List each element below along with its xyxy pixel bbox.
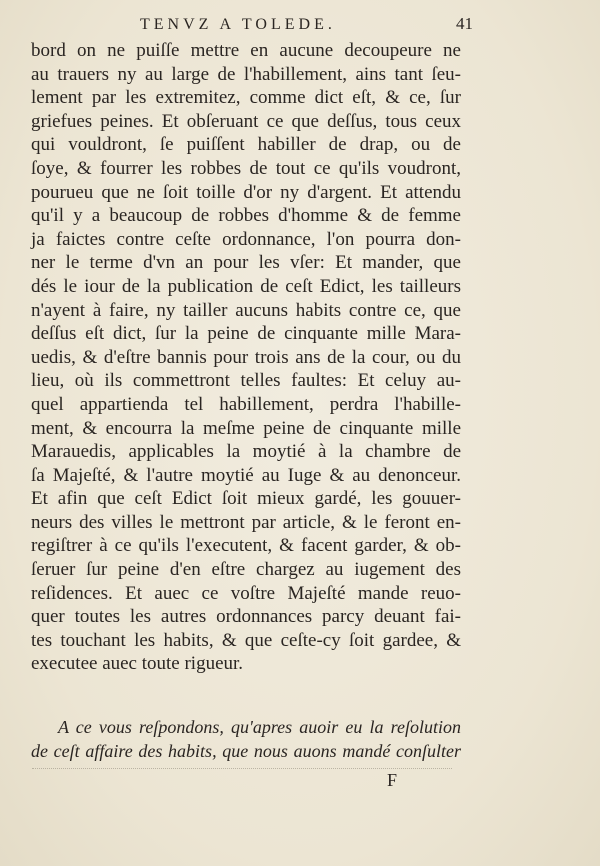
- text-line: ſeruer ſur peine d'en eſtre chargez au iugement des: [31, 559, 461, 581]
- italic-line: A ce vous reſpondons, qu'apres auoir eu la reſolution: [58, 717, 461, 737]
- text-line: ner le terme d'vn an pour les vſer: Et mander, que: [31, 252, 461, 274]
- italic-line: de ceſt affaire des habits, que nous auons mandé conſulter: [31, 741, 461, 761]
- response-italic: [31, 715, 461, 763]
- text-line: n'ayent à faire, ny tailler aucuns habits contre ce, que: [31, 299, 461, 321]
- text-line: ſa Majeſté, & l'autre moytié au Iuge & au denonceur.: [31, 464, 461, 486]
- text-line: deſſus eſt dict, ſur la peine de cinquante mille Mara-: [31, 323, 461, 345]
- text-line: lieu, où ils commettront telles faultes: Et celuy au-: [31, 370, 461, 392]
- body-text: [31, 39, 461, 676]
- signature-mark: F: [387, 770, 398, 790]
- text-line: neurs des villes le mettront par article, & le feront en-: [31, 511, 461, 533]
- text-line: dés le iour de la publication de ceſt Edict, les tailleurs: [31, 275, 461, 297]
- text-line: griefues peines. Et obſeruant ce que deſſus, tous ceux: [31, 110, 461, 132]
- text-line: ja faictes contre ceſte ordonnance, l'on pourra don-: [31, 228, 461, 250]
- text-line: au trauers ny au large de l'habillement, ains tant ſeu-: [31, 63, 461, 85]
- text-line: bord on ne puiſſe mettre en aucune decoupeure ne: [31, 40, 461, 61]
- text-line: qui vouldront, ſe puiſſent habiller de drap, ou de: [31, 134, 461, 156]
- text-line: ment, & encourra la meſme peine de cinquante mille: [31, 417, 461, 439]
- text-line: reſidences. Et auec ce voſtre Majeſté mande reuo-: [31, 582, 461, 604]
- running-title: TENVZ A TOLEDE.: [140, 16, 336, 33]
- text-line: tes touchant les habits, & que ceſte-cy ſoit gardee, &: [31, 629, 461, 651]
- running-head: [30, 14, 473, 38]
- text-line: ſoye, & fourrer les robbes de tout ce qu'ils voudront,: [31, 157, 461, 179]
- text-line: quer toutes les autres ordonnances parcy deuant fai-: [31, 606, 461, 628]
- text-line: uedis, & d'eſtre bannis pour trois ans de la cour, ou du: [31, 346, 461, 368]
- text-line: Marauedis, applicables la moytié à la chambre de: [31, 441, 461, 463]
- text-line: regiſtrer à ce qu'ils l'executent, & facent garder, & ob-: [31, 535, 461, 557]
- text-line: executee auec toute rigueur.: [31, 653, 244, 675]
- text-line: quel appartienda tel habillement, perdra l'habille-: [31, 393, 461, 415]
- text-line: Et afin que ceſt Edict ſoit mieux gardé, les gouuer-: [31, 488, 461, 510]
- text-line: qu'il y a beaucoup de robbes d'homme & de femme: [31, 205, 461, 227]
- text-line: pourueu que ne ſoit toille d'or ny d'argent. Et attendu: [31, 181, 461, 203]
- page-number: 41: [456, 14, 473, 33]
- text-line: lement par les extremitez, comme dict eſt, & ce, ſur: [31, 87, 461, 109]
